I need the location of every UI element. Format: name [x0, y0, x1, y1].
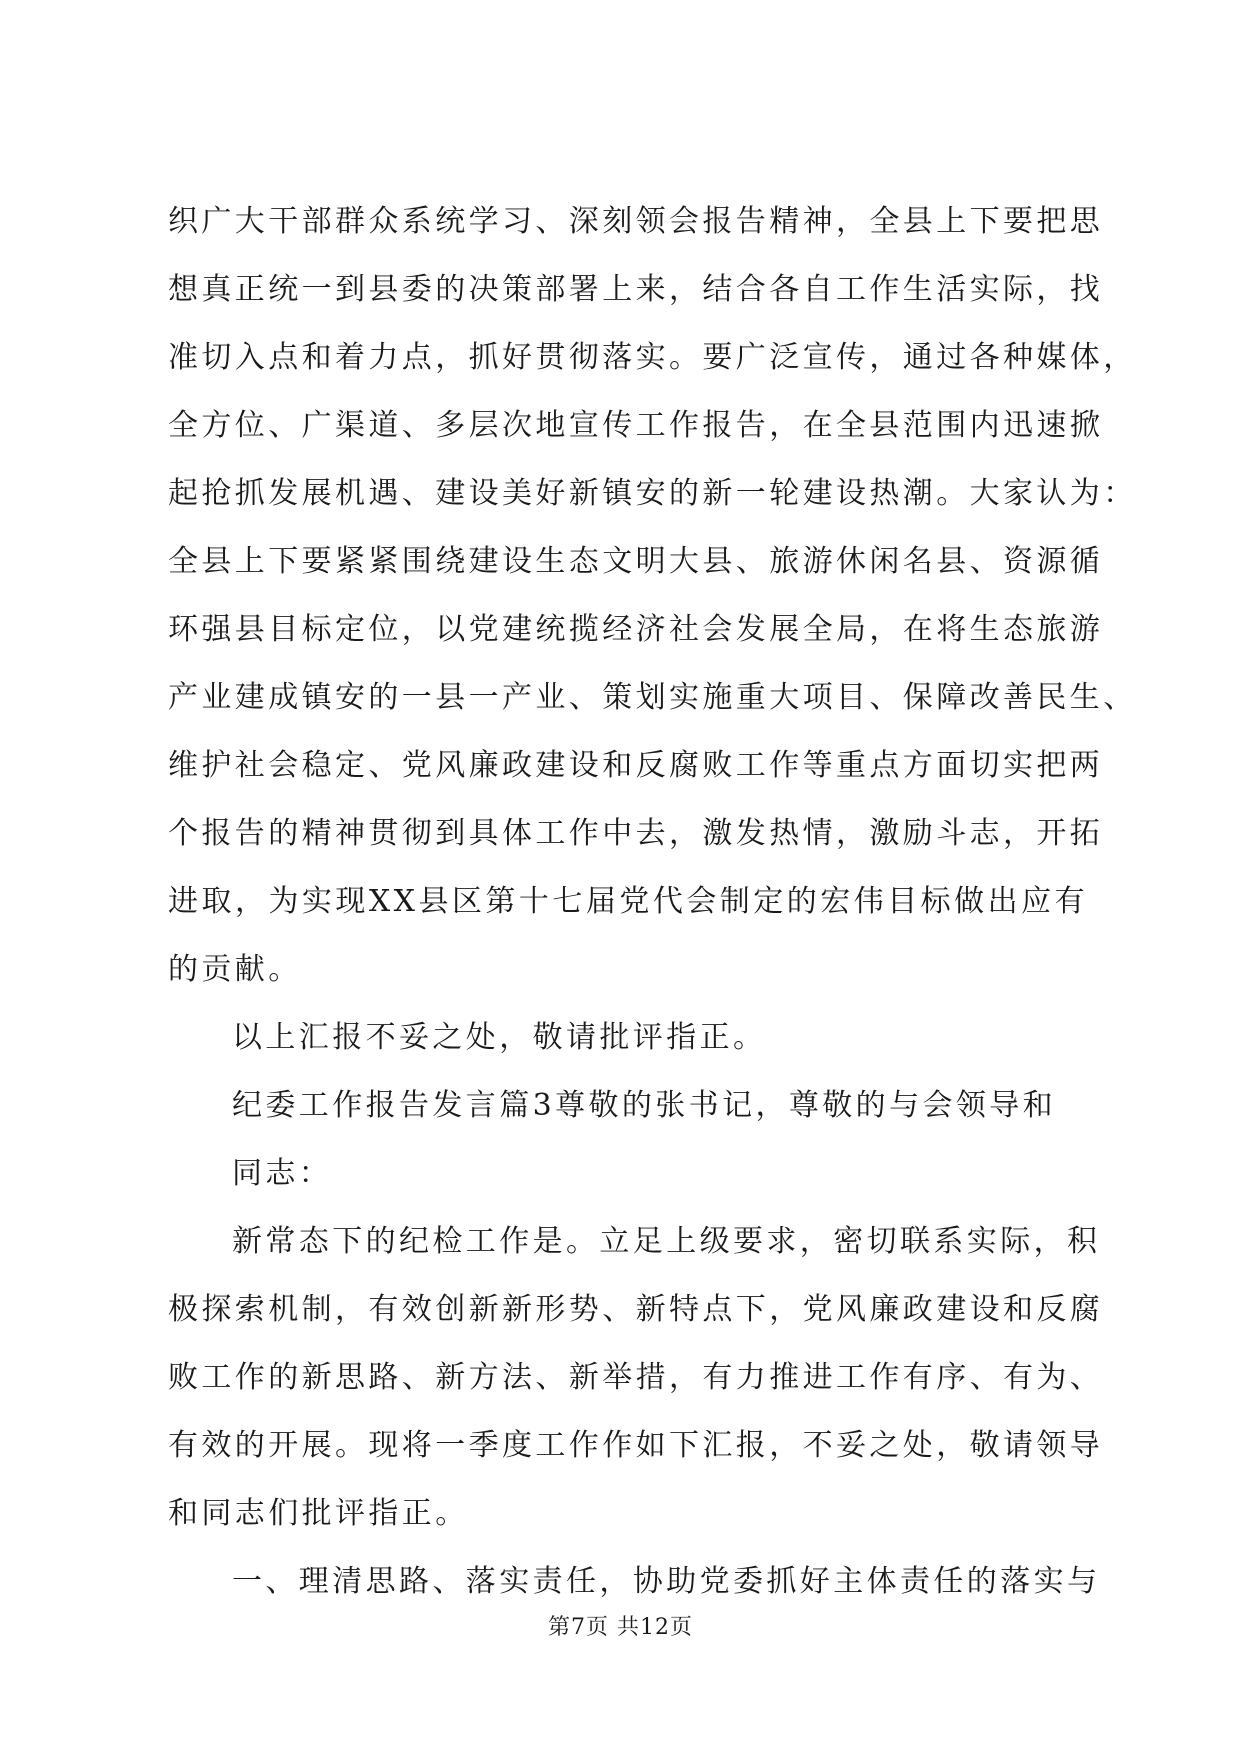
paragraph-first-line: 以上汇报不妥之处，敬请批评指正。 [232, 1020, 767, 1055]
body-text-line: 个报告的精神贯彻到具体工作中去，激发热情，激励斗志，开拓 [168, 816, 1104, 851]
body-text-line: 的贡献。 [168, 952, 302, 987]
section-heading-line: 纪委工作报告发言篇3尊敬的张书记，尊敬的与会领导和 [232, 1088, 1057, 1123]
body-text-line: 产业建成镇安的一县一产业、策划实施重大项目、保障改善民生、 [168, 680, 1137, 715]
page-number-footer: 第7页 共12页 [548, 1615, 693, 1640]
body-text-line: 有效的开展。现将一季度工作作如下汇报，不妥之处，敬请领导 [168, 1428, 1104, 1463]
body-text-line: 想真正统一到县委的决策部署上来，结合各自工作生活实际，找 [168, 272, 1104, 307]
body-text-line: 全方位、广渠道、多层次地宣传工作报告，在全县范围内迅速掀 [168, 408, 1104, 443]
paragraph-first-line: 新常态下的纪检工作是。立足上级要求，密切联系实际，积 [232, 1224, 1101, 1259]
body-text-line: 维护社会稳定、党风廉政建设和反腐败工作等重点方面切实把两 [168, 748, 1104, 783]
body-text-line: 和同志们批评指正。 [168, 1496, 469, 1531]
body-text-line: 全县上下要紧紧围绕建设生态文明大县、旅游休闲名县、资源循 [168, 544, 1104, 579]
body-text-line: 起抢抓发展机遇、建设美好新镇安的新一轮建设热潮。大家认为： [168, 476, 1137, 511]
body-text-line: 进取，为实现XX县区第十七届党代会制定的宏伟目标做出应有 [168, 884, 1088, 919]
body-text-line: 极探索机制，有效创新新形势、新特点下，党风廉政建设和反腐 [168, 1292, 1104, 1327]
body-text-line: 环强县目标定位，以党建统揽经济社会发展全局，在将生态旅游 [168, 612, 1104, 647]
body-text-line: 准切入点和着力点，抓好贯彻落实。要广泛宣传，通过各种媒体， [168, 340, 1137, 375]
body-text-line: 败工作的新思路、新方法、新举措，有力推进工作有序、有为、 [168, 1360, 1104, 1395]
paragraph-first-line: 一、理清思路、落实责任，协助党委抓好主体责任的落实与 [232, 1564, 1101, 1599]
body-text-line: 织广大干部群众系统学习、深刻领会报告精神，全县上下要把思 [168, 204, 1104, 239]
salutation-line: 同志： [232, 1156, 333, 1191]
